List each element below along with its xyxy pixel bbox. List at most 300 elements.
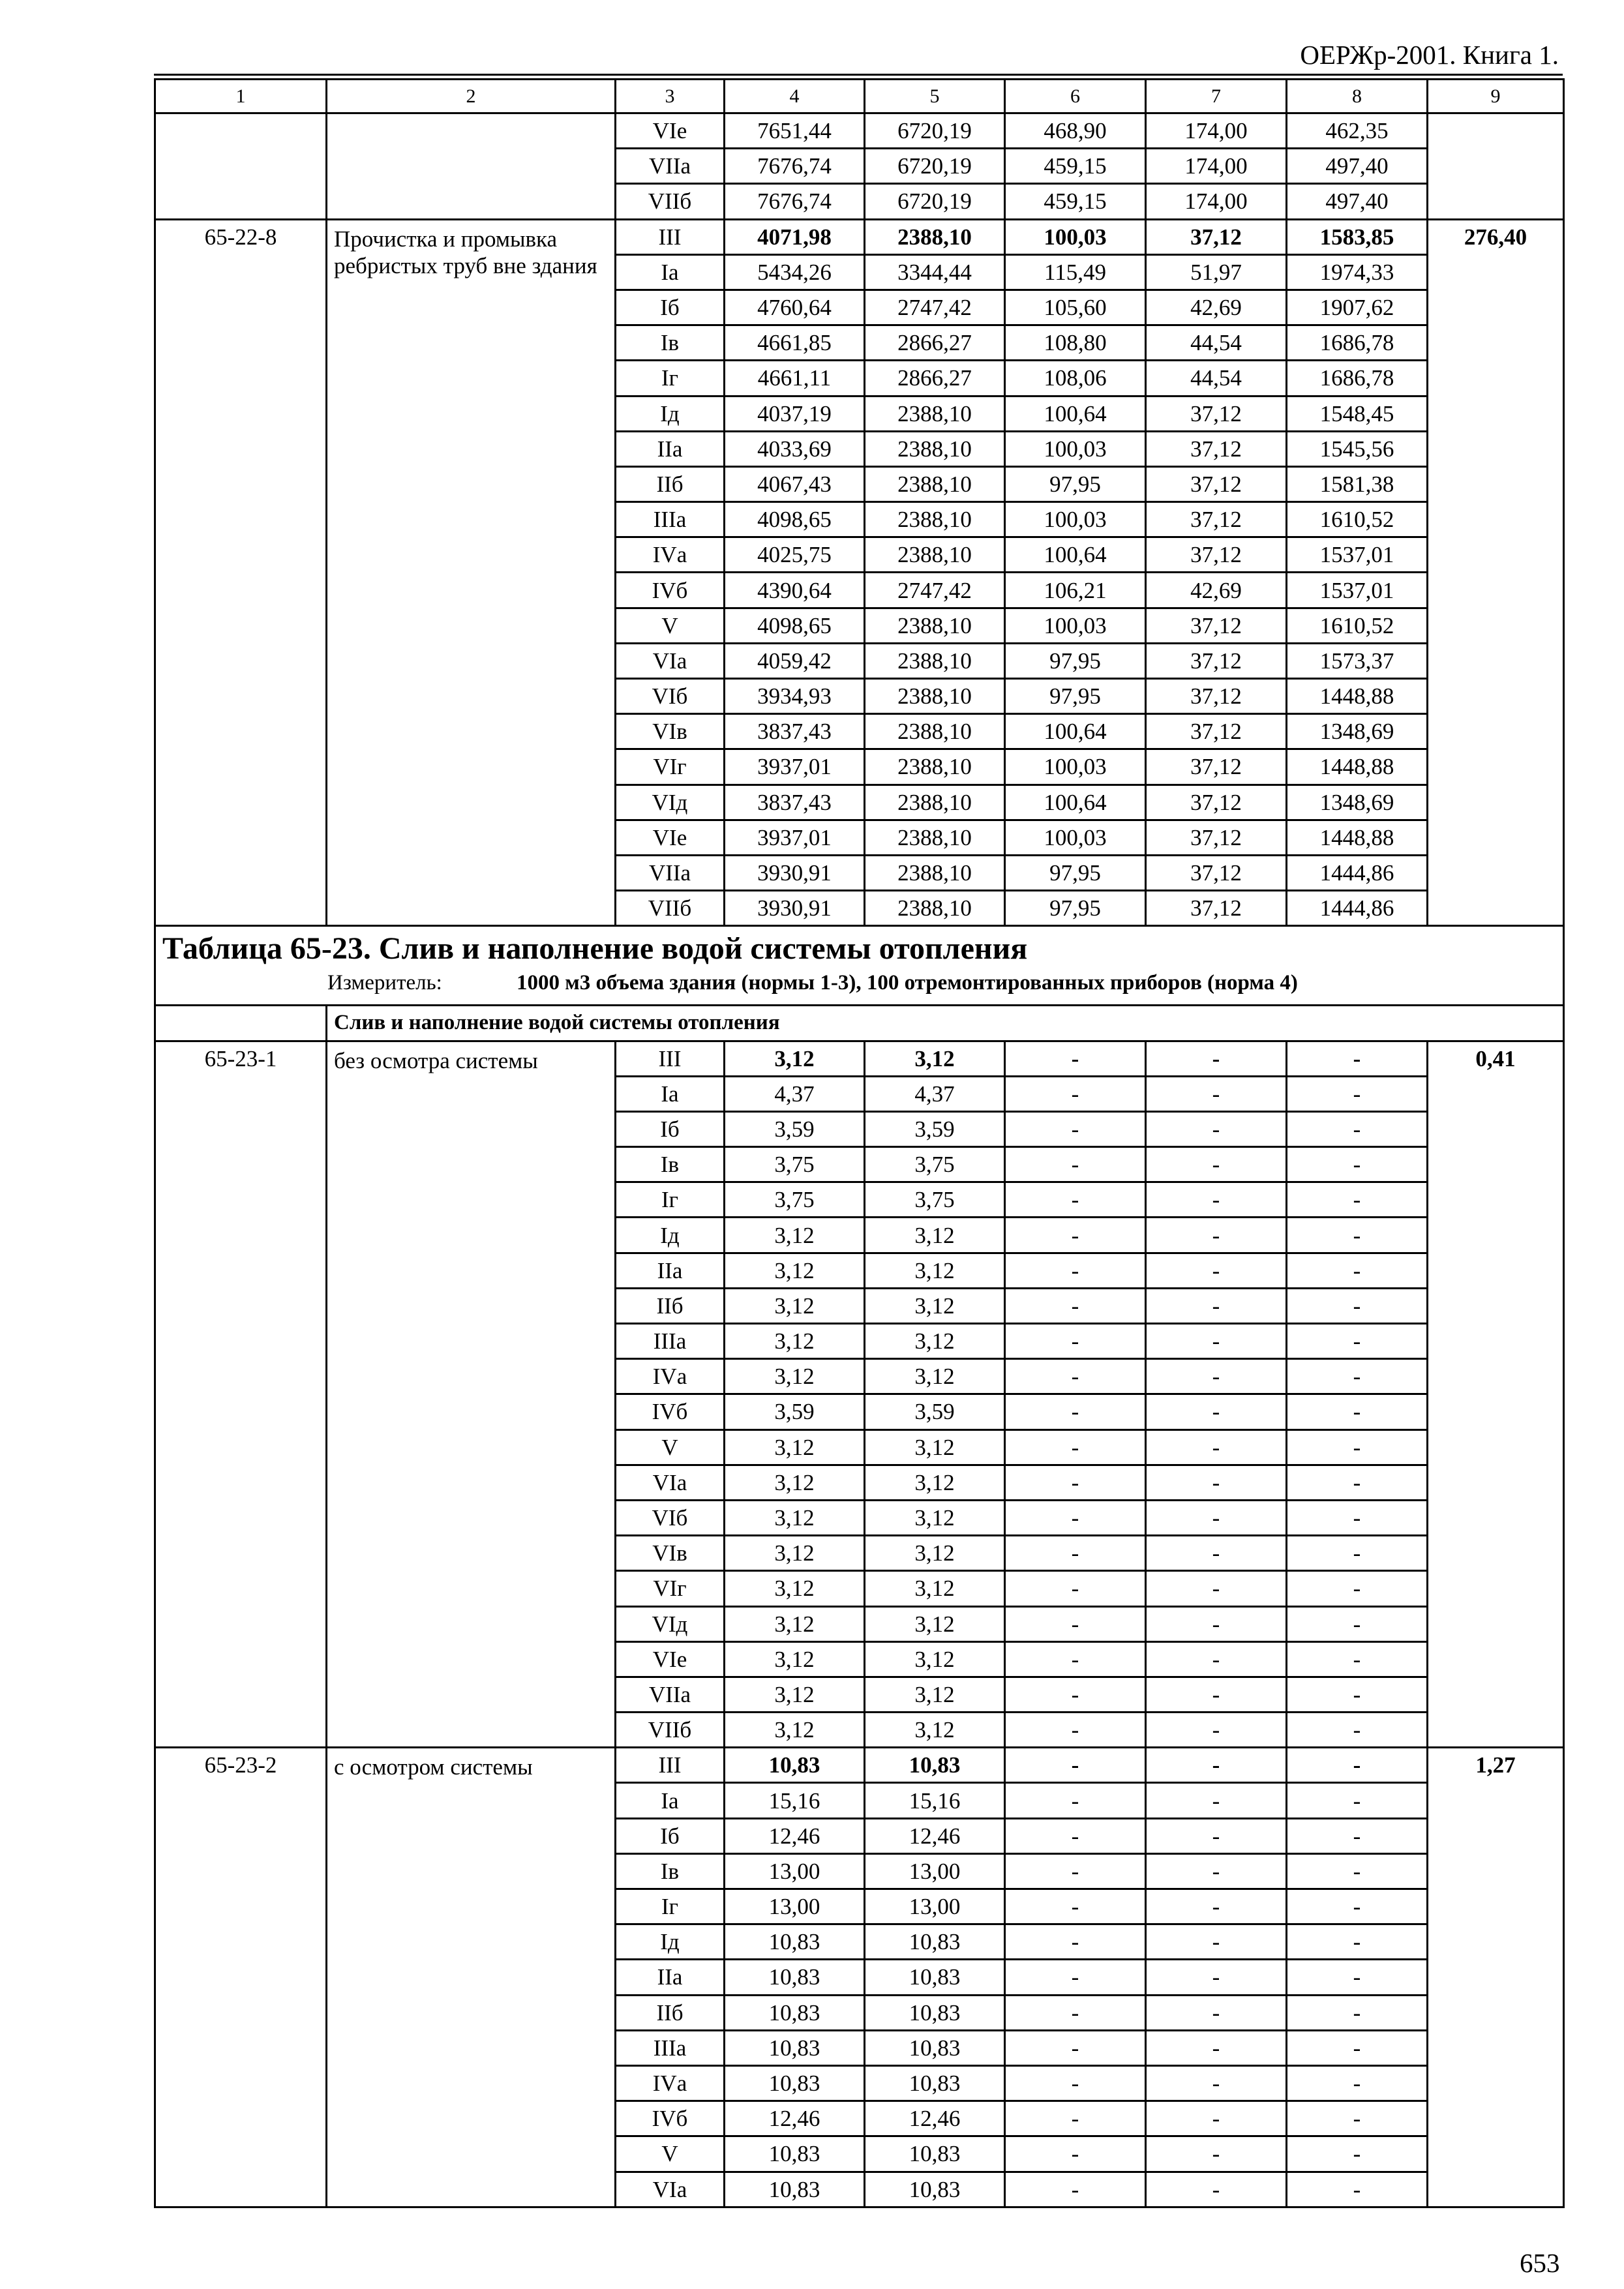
value-cell: - (1146, 1677, 1287, 1712)
building-class-cell: III (616, 1748, 725, 1783)
column-number: 3 (616, 80, 725, 113)
section-subtitle-row (155, 1006, 1564, 1041)
building-class-cell: IVб (616, 573, 725, 608)
value-cell: 4071,98 (725, 219, 865, 254)
value-cell: - (1005, 1677, 1146, 1712)
value-cell: - (1005, 1995, 1146, 2030)
building-class-cell: VIе (616, 113, 725, 149)
building-class-cell: VIб (616, 679, 725, 714)
value-cell: 468,90 (1005, 113, 1146, 149)
value-cell: 37,12 (1146, 855, 1287, 890)
building-class-cell: VIв (616, 714, 725, 749)
value-cell: - (1287, 1960, 1428, 1995)
value-cell: 3,12 (865, 1536, 1005, 1571)
value-cell: 3,59 (725, 1394, 865, 1429)
building-class-cell: V (616, 1429, 725, 1465)
value-cell: 1448,88 (1287, 820, 1428, 855)
building-class-cell: IIIа (616, 2030, 725, 2065)
value-cell: 4025,75 (725, 537, 865, 573)
value-cell: 3,12 (865, 1641, 1005, 1677)
value-cell: 44,54 (1146, 325, 1287, 361)
value-cell: 3,12 (725, 1324, 865, 1359)
value-cell: - (1287, 1748, 1428, 1783)
building-class-cell: Iд (616, 396, 725, 431)
value-cell: - (1287, 2172, 1428, 2207)
building-class-cell: VIг (616, 1571, 725, 1606)
value-cell: - (1287, 1182, 1428, 1218)
value-cell: 3,12 (725, 1218, 865, 1253)
value-cell: - (1146, 1889, 1287, 1924)
value-cell: - (1287, 1111, 1428, 1146)
value-cell: - (1146, 1960, 1287, 1995)
value-cell: 100,03 (1005, 820, 1146, 855)
value-cell: - (1287, 1465, 1428, 1500)
value-cell: 3,12 (865, 1218, 1005, 1253)
value-cell: 97,95 (1005, 679, 1146, 714)
table-body (155, 80, 1564, 2207)
building-class-cell: IVб (616, 2101, 725, 2136)
value-cell: 100,03 (1005, 431, 1146, 466)
value-cell: 115,49 (1005, 254, 1146, 290)
value-cell: - (1005, 1147, 1146, 1182)
value-cell: - (1146, 1571, 1287, 1606)
value-cell: 37,12 (1146, 466, 1287, 501)
value-cell: 37,12 (1146, 820, 1287, 855)
column-number: 7 (1146, 80, 1287, 113)
value-cell: 3837,43 (725, 714, 865, 749)
value-cell: 3,12 (865, 1465, 1005, 1500)
value-cell: 3,12 (865, 1571, 1005, 1606)
running-header: ОЕРЖр-2001. Книга 1. (1300, 40, 1559, 70)
value-cell: - (1005, 1783, 1146, 1818)
value-cell: 4037,19 (725, 396, 865, 431)
value-cell: - (1005, 1076, 1146, 1111)
value-cell: 3,12 (725, 1359, 865, 1394)
value-cell: 6720,19 (865, 113, 1005, 149)
value-cell: 10,83 (725, 1995, 865, 2030)
column-number: 1 (155, 80, 327, 113)
value-cell: - (1146, 1465, 1287, 1500)
norm-name: без осмотра системы (327, 1041, 616, 1748)
column-number: 6 (1005, 80, 1146, 113)
value-cell: - (1287, 1536, 1428, 1571)
value-cell: 3,12 (725, 1641, 865, 1677)
building-class-cell: Iг (616, 1182, 725, 1218)
rates-table (154, 78, 1565, 2208)
value-cell: 497,40 (1287, 184, 1428, 219)
value-cell: 174,00 (1146, 149, 1287, 184)
value-cell: 3,12 (865, 1713, 1005, 1748)
value-cell: 1907,62 (1287, 290, 1428, 325)
norm-name: с осмотром системы (327, 1748, 616, 2207)
value-cell: 3937,01 (725, 749, 865, 785)
value-cell: 100,03 (1005, 749, 1146, 785)
value-cell: 3,12 (725, 1606, 865, 1641)
building-class-cell: IIIа (616, 502, 725, 537)
value-cell: 4098,65 (725, 608, 865, 643)
building-class-cell: IIа (616, 431, 725, 466)
value-cell: 459,15 (1005, 184, 1146, 219)
value-cell: - (1146, 1995, 1287, 2030)
value-cell: 51,97 (1146, 254, 1287, 290)
value-cell: 100,03 (1005, 608, 1146, 643)
column-number: 4 (725, 80, 865, 113)
value-cell: 3,12 (725, 1288, 865, 1323)
table-title-row (155, 926, 1564, 1006)
value-cell: 97,95 (1005, 855, 1146, 890)
value-cell: 106,21 (1005, 573, 1146, 608)
value-cell: 42,69 (1146, 290, 1287, 325)
value-cell: 13,00 (865, 1889, 1005, 1924)
value-cell: 12,46 (865, 1818, 1005, 1853)
value-cell: 3,12 (865, 1429, 1005, 1465)
value-cell: 10,83 (725, 2030, 865, 2065)
value-cell: 15,16 (865, 1783, 1005, 1818)
column-number-row (155, 80, 1564, 113)
value-cell: 10,83 (865, 2172, 1005, 2207)
value-cell: 1581,38 (1287, 466, 1428, 501)
value-cell: 100,03 (1005, 502, 1146, 537)
building-class-cell: IIб (616, 466, 725, 501)
value-cell: - (1287, 2065, 1428, 2101)
value-cell: 2388,10 (865, 749, 1005, 785)
value-cell: - (1146, 2172, 1287, 2207)
building-class-cell: III (616, 1041, 725, 1076)
value-cell: 12,46 (865, 2101, 1005, 2136)
building-class-cell: VIд (616, 1606, 725, 1641)
value-cell: - (1146, 1147, 1287, 1182)
value-cell: 10,83 (865, 2065, 1005, 2101)
value-cell: - (1005, 1500, 1146, 1535)
value-cell: 2866,27 (865, 325, 1005, 361)
table-row (155, 1748, 1564, 1783)
value-cell: 44,54 (1146, 361, 1287, 396)
column-number: 8 (1287, 80, 1428, 113)
value-cell: 1348,69 (1287, 714, 1428, 749)
value-cell: 100,03 (1005, 219, 1146, 254)
value-cell: - (1146, 1041, 1287, 1076)
value-cell: 3934,93 (725, 679, 865, 714)
value-cell: 3,75 (865, 1182, 1005, 1218)
value-cell: - (1287, 2101, 1428, 2136)
value-cell: - (1005, 1924, 1146, 1960)
value-cell: 105,60 (1005, 290, 1146, 325)
value-cell: 10,83 (865, 1924, 1005, 1960)
building-class-cell: IVа (616, 2065, 725, 2101)
value-cell: - (1005, 1853, 1146, 1889)
value-cell: - (1005, 1748, 1146, 1783)
value-cell: 2388,10 (865, 396, 1005, 431)
value-cell: 108,80 (1005, 325, 1146, 361)
value-cell: 10,83 (725, 1924, 865, 1960)
building-class-cell: Iв (616, 1147, 725, 1182)
value-cell: 1974,33 (1287, 254, 1428, 290)
value-cell: 10,83 (725, 1960, 865, 1995)
value-cell: 37,12 (1146, 431, 1287, 466)
value-cell: - (1146, 2101, 1287, 2136)
value-cell: - (1005, 1182, 1146, 1218)
value-cell: 4760,64 (725, 290, 865, 325)
building-class-cell: VIа (616, 1465, 725, 1500)
value-cell: - (1005, 1041, 1146, 1076)
value-cell: 1548,45 (1287, 396, 1428, 431)
value-cell: 3,12 (865, 1253, 1005, 1288)
value-cell: - (1287, 1889, 1428, 1924)
building-class-cell: VIа (616, 2172, 725, 2207)
value-cell: - (1146, 1853, 1287, 1889)
column-9-value: 0,41 (1428, 1041, 1564, 1748)
value-cell: 2388,10 (865, 714, 1005, 749)
value-cell: 5434,26 (725, 254, 865, 290)
value-cell: - (1005, 1571, 1146, 1606)
value-cell: 1610,52 (1287, 502, 1428, 537)
value-cell: 2747,42 (865, 290, 1005, 325)
building-class-cell: VIв (616, 1536, 725, 1571)
column-9-value: 1,27 (1428, 1748, 1564, 2207)
value-cell: 3,59 (725, 1111, 865, 1146)
value-cell: 37,12 (1146, 749, 1287, 785)
building-class-cell: Iа (616, 1783, 725, 1818)
value-cell: 1583,85 (1287, 219, 1428, 254)
value-cell: 3,12 (865, 1359, 1005, 1394)
value-cell: 3,59 (865, 1111, 1005, 1146)
building-class-cell: IIа (616, 1960, 725, 1995)
value-cell: 1444,86 (1287, 855, 1428, 890)
value-cell: - (1146, 1324, 1287, 1359)
table-row (155, 219, 1564, 254)
value-cell: 37,12 (1146, 714, 1287, 749)
value-cell: - (1287, 1713, 1428, 1748)
value-cell: 10,83 (865, 1960, 1005, 1995)
value-cell: 3930,91 (725, 891, 865, 926)
value-cell: 13,00 (865, 1853, 1005, 1889)
value-cell: 6720,19 (865, 149, 1005, 184)
value-cell: 37,12 (1146, 219, 1287, 254)
value-cell: 10,83 (725, 2065, 865, 2101)
value-cell: 3930,91 (725, 855, 865, 890)
value-cell: 1448,88 (1287, 679, 1428, 714)
value-cell: 3,12 (725, 1571, 865, 1606)
building-class-cell: VIIб (616, 891, 725, 926)
value-cell: 13,00 (725, 1889, 865, 1924)
value-cell: - (1287, 1924, 1428, 1960)
value-cell: - (1287, 1076, 1428, 1111)
value-cell: - (1146, 1713, 1287, 1748)
value-cell: 3837,43 (725, 785, 865, 820)
table-row (155, 113, 1564, 149)
value-cell: 1444,86 (1287, 891, 1428, 926)
value-cell: - (1005, 1359, 1146, 1394)
value-cell: 3,12 (725, 1677, 865, 1712)
building-class-cell: VIе (616, 820, 725, 855)
value-cell: - (1287, 1995, 1428, 2030)
value-cell: 7676,74 (725, 184, 865, 219)
value-cell: - (1287, 1853, 1428, 1889)
value-cell: - (1146, 1783, 1287, 1818)
value-cell: 1573,37 (1287, 643, 1428, 678)
value-cell: 37,12 (1146, 537, 1287, 573)
building-class-cell: V (616, 2136, 725, 2172)
value-cell: 1545,56 (1287, 431, 1428, 466)
value-cell: 7676,74 (725, 149, 865, 184)
building-class-cell: III (616, 219, 725, 254)
value-cell: - (1005, 1288, 1146, 1323)
value-cell: 10,83 (725, 2172, 865, 2207)
value-cell: 2388,10 (865, 855, 1005, 890)
value-cell: 12,46 (725, 2101, 865, 2136)
building-class-cell: Iб (616, 1818, 725, 1853)
value-cell: 37,12 (1146, 785, 1287, 820)
value-cell: 4033,69 (725, 431, 865, 466)
building-class-cell: Iа (616, 1076, 725, 1111)
value-cell: - (1005, 2030, 1146, 2065)
value-cell: - (1287, 1429, 1428, 1465)
value-cell: 4067,43 (725, 466, 865, 501)
building-class-cell: IVа (616, 1359, 725, 1394)
value-cell: 497,40 (1287, 149, 1428, 184)
value-cell: - (1287, 1783, 1428, 1818)
value-cell: - (1005, 1606, 1146, 1641)
empty-code-cell (155, 1006, 327, 1041)
value-cell: 1348,69 (1287, 785, 1428, 820)
value-cell: - (1005, 1218, 1146, 1253)
value-cell: 10,83 (725, 2136, 865, 2172)
building-class-cell: Iг (616, 361, 725, 396)
value-cell: - (1146, 1394, 1287, 1429)
building-class-cell: VIд (616, 785, 725, 820)
value-cell: - (1146, 2030, 1287, 2065)
building-class-cell: Iв (616, 1853, 725, 1889)
value-cell: 1686,78 (1287, 361, 1428, 396)
value-cell: 10,83 (865, 1748, 1005, 1783)
value-cell: - (1287, 1394, 1428, 1429)
column-number: 5 (865, 80, 1005, 113)
value-cell: 3,75 (725, 1182, 865, 1218)
value-cell: 2388,10 (865, 466, 1005, 501)
value-cell: 1448,88 (1287, 749, 1428, 785)
value-cell: 3,12 (725, 1465, 865, 1500)
value-cell: 174,00 (1146, 113, 1287, 149)
norm-code: 65-22-8 (155, 219, 327, 926)
value-cell: - (1005, 1253, 1146, 1288)
value-cell: - (1287, 2136, 1428, 2172)
value-cell: - (1287, 1041, 1428, 1076)
value-cell: 3,12 (865, 1288, 1005, 1323)
table-title: Таблица 65-23. Слив и наполнение водой системы отопления (162, 931, 1028, 966)
value-cell: 10,83 (865, 2136, 1005, 2172)
building-class-cell: IIб (616, 1288, 725, 1323)
value-cell: - (1005, 2101, 1146, 2136)
value-cell: 13,00 (725, 1853, 865, 1889)
value-cell: 4661,11 (725, 361, 865, 396)
building-class-cell: VIIб (616, 1713, 725, 1748)
value-cell: 37,12 (1146, 643, 1287, 678)
value-cell: - (1146, 1076, 1287, 1111)
value-cell: 108,06 (1005, 361, 1146, 396)
value-cell: 10,83 (865, 2030, 1005, 2065)
value-cell: - (1287, 2030, 1428, 2065)
building-class-cell: VIIб (616, 184, 725, 219)
value-cell: 6720,19 (865, 184, 1005, 219)
value-cell: 3,12 (725, 1713, 865, 1748)
value-cell: - (1146, 1818, 1287, 1853)
value-cell: 10,83 (725, 1748, 865, 1783)
value-cell: 3937,01 (725, 820, 865, 855)
value-cell: 2388,10 (865, 643, 1005, 678)
value-cell: - (1287, 1218, 1428, 1253)
value-cell: 1537,01 (1287, 573, 1428, 608)
value-cell: - (1146, 1111, 1287, 1146)
building-class-cell: V (616, 608, 725, 643)
value-cell: 1610,52 (1287, 608, 1428, 643)
value-cell: - (1005, 1536, 1146, 1571)
norm-code: 65-23-2 (155, 1748, 327, 2207)
empty-code-cell (155, 113, 327, 220)
value-cell: - (1005, 1818, 1146, 1853)
value-cell: - (1287, 1253, 1428, 1288)
building-class-cell: Iг (616, 1889, 725, 1924)
value-cell: 2747,42 (865, 573, 1005, 608)
value-cell: - (1287, 1571, 1428, 1606)
value-cell: - (1287, 1324, 1428, 1359)
value-cell: - (1005, 1324, 1146, 1359)
building-class-cell: Iа (616, 254, 725, 290)
building-class-cell: VIб (616, 1500, 725, 1535)
value-cell: - (1287, 1359, 1428, 1394)
value-cell: 3,75 (865, 1147, 1005, 1182)
building-class-cell: VIIа (616, 855, 725, 890)
value-cell: - (1146, 1218, 1287, 1253)
value-cell: - (1146, 2065, 1287, 2101)
building-class-cell: VIIа (616, 1677, 725, 1712)
value-cell: 4661,85 (725, 325, 865, 361)
value-cell: 2388,10 (865, 431, 1005, 466)
table-row (155, 1041, 1564, 1076)
value-cell: - (1146, 1500, 1287, 1535)
norm-name: Прочистка и промывка ребристых труб вне здания (327, 219, 616, 926)
value-cell: - (1005, 1111, 1146, 1146)
meter-line (327, 972, 1556, 994)
value-cell: 42,69 (1146, 573, 1287, 608)
table-title-cell (155, 926, 1564, 1006)
building-class-cell: IIIа (616, 1324, 725, 1359)
value-cell: 3,12 (725, 1429, 865, 1465)
value-cell: - (1005, 1641, 1146, 1677)
value-cell: - (1005, 2136, 1146, 2172)
value-cell: - (1005, 1960, 1146, 1995)
building-class-cell: IVа (616, 537, 725, 573)
value-cell: 4,37 (725, 1076, 865, 1111)
value-cell: 100,64 (1005, 537, 1146, 573)
value-cell: 3,12 (865, 1677, 1005, 1712)
value-cell: 2388,10 (865, 608, 1005, 643)
value-cell: 2866,27 (865, 361, 1005, 396)
value-cell: 37,12 (1146, 396, 1287, 431)
meter-label: Измеритель: (327, 971, 442, 995)
value-cell: 3344,44 (865, 254, 1005, 290)
value-cell: 97,95 (1005, 891, 1146, 926)
building-class-cell: Iб (616, 1111, 725, 1146)
value-cell: 4390,64 (725, 573, 865, 608)
value-cell: - (1146, 1536, 1287, 1571)
value-cell: 4059,42 (725, 643, 865, 678)
value-cell: 1537,01 (1287, 537, 1428, 573)
building-class-cell: Iв (616, 325, 725, 361)
value-cell: 174,00 (1146, 184, 1287, 219)
section-subtitle: Слив и наполнение водой системы отопления (327, 1006, 1564, 1041)
empty-name-cell (327, 113, 616, 220)
value-cell: - (1287, 1288, 1428, 1323)
